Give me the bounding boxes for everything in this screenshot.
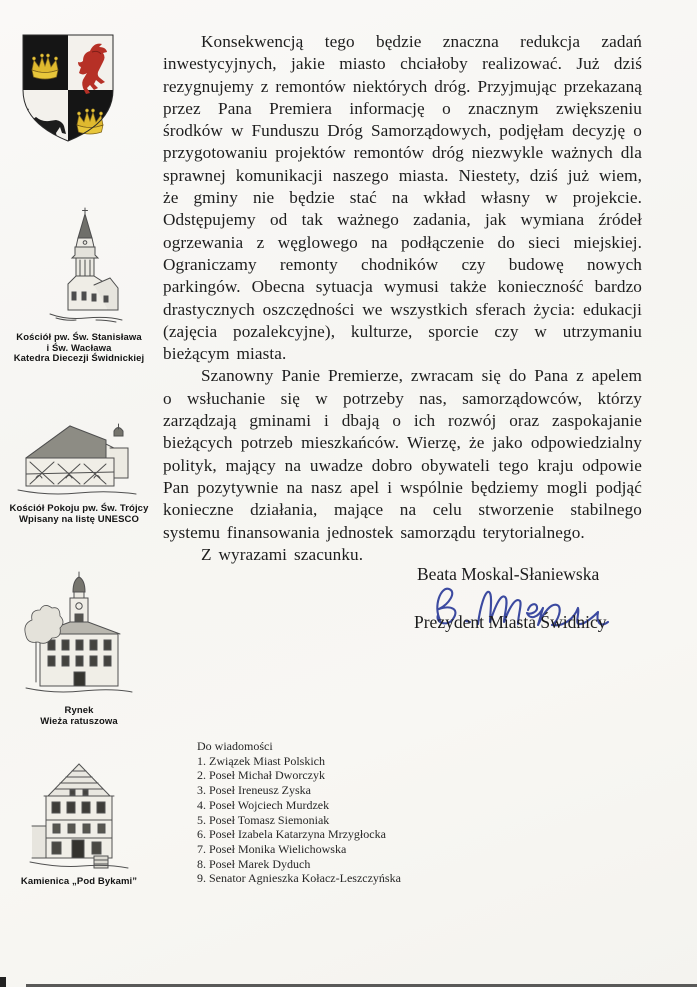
cc-item: 5. Poseł Tomasz Siemoniak bbox=[197, 812, 330, 827]
figure-cathedral bbox=[36, 206, 134, 330]
cc-item: 3. Poseł Ireneusz Zyska bbox=[197, 783, 311, 798]
signature-block bbox=[414, 564, 664, 644]
cc-item: 7. Poseł Monika Wielichowska bbox=[197, 841, 347, 856]
letter-body bbox=[163, 31, 642, 566]
cc-item: 4. Poseł Wojciech Murdzek bbox=[197, 797, 330, 812]
caption-line: Kościół Pokoju pw. Św. Trójcy bbox=[9, 503, 149, 514]
cathedral-sketch-image bbox=[36, 206, 134, 330]
figure-town-hall bbox=[20, 570, 138, 702]
caption-town-hall bbox=[0, 706, 158, 727]
townhouse-sketch-image bbox=[20, 756, 138, 874]
caption-line: i Św. Wacława bbox=[46, 342, 112, 354]
letter-closing: Z wyrazami szacunku. bbox=[201, 544, 364, 564]
letter-paragraph: Konsekwencją tego będzie znaczna redukcja zadań inwestycyjnych, jakie miasto chciałoby realizować. Już dziś rezygnujemy z remontów niektórych dróg. Przyjmując przekazaną przez Pana Premiera informację o znacznym zwiększeniu środków w Funduszu Dróg Samorządowych, podjęłam decyzję o przygotowaniu projektów remontów dróg niezwykle ważnych dla sprawnej komunikacji naszego miasta. Niestety, dziś już wiem, że gminy nie będzie stać na wkład własny w projekcie. Odstępujemy od tak ważnego zadania, jak wymiana źródeł ogrzewania z węglowego na podłączenie do sieci miejskiej. Ograniczamy remonty chodników czy budowę nowych parkingów. Obecna sytuacja wymusi także konieczność bardzo drastycznych oszczędności we wszystkich sferach życia: edukacji (zajęcia pozalekcyjne), kulturze, sporcie czy w utrzymaniu bieżącym miasta. bbox=[163, 32, 642, 364]
scan-corner-mark bbox=[0, 977, 6, 987]
caption-line: Wpisany na listę UNESCO bbox=[18, 513, 140, 525]
caption-line: Rynek bbox=[64, 705, 94, 716]
coat-of-arms-image bbox=[18, 32, 118, 144]
letter-paragraph: Szanowny Panie Premierze, zwracam się do Pana z apelem o wsłuchanie się w potrzeby nas, samorządowców, którzy zarządzają gminami i dbają o ich rozwój oraz zaspokajanie bieżących potrzeb mieszkańców. Wierzę, że jako odpowiedzialny polityk, mający na uwadze dobro obywateli tego kraju odpowie Pan pozytywnie na nasz apel i wspólnie będziemy mogli podjąć konieczne działania, mające na celu stworzenie stabilnego systemu finansowania jednostek samorządu terytorialnego. bbox=[163, 366, 642, 542]
cc-list bbox=[197, 739, 497, 886]
caption-cathedral bbox=[0, 333, 158, 365]
cc-item: 6. Poseł Izabela Katarzyna Mrzygłocka bbox=[197, 827, 386, 842]
cc-item: 1. Związek Miast Polskich bbox=[197, 753, 325, 768]
cc-header: Do wiadomości bbox=[197, 739, 273, 753]
caption-line: Katedra Diecezji Świdnickiej bbox=[13, 353, 145, 365]
caption-line: Wieża ratuszowa bbox=[40, 715, 118, 727]
caption-line: Kamienica „Pod Bykami” bbox=[20, 876, 138, 887]
signatory-name: Beata Moskal-Słaniewska bbox=[417, 564, 600, 584]
figure-church-of-peace bbox=[10, 416, 144, 500]
caption-line: Kościół pw. Św. Stanisława bbox=[16, 332, 142, 343]
figure-townhouse bbox=[20, 756, 138, 874]
signatory-title: Prezydent Miasta Świdnicy bbox=[414, 612, 607, 632]
caption-church-of-peace bbox=[0, 504, 158, 525]
caption-townhouse bbox=[0, 877, 158, 888]
cc-item: 8. Poseł Marek Dyduch bbox=[197, 856, 311, 871]
church-of-peace-sketch-image bbox=[10, 416, 144, 500]
coat-of-arms bbox=[18, 32, 118, 144]
cc-item: 9. Senator Agnieszka Kołacz-Leszczyńska bbox=[197, 871, 401, 886]
town-hall-sketch-image bbox=[20, 570, 138, 702]
cc-item: 2. Poseł Michał Dworczyk bbox=[197, 768, 325, 783]
